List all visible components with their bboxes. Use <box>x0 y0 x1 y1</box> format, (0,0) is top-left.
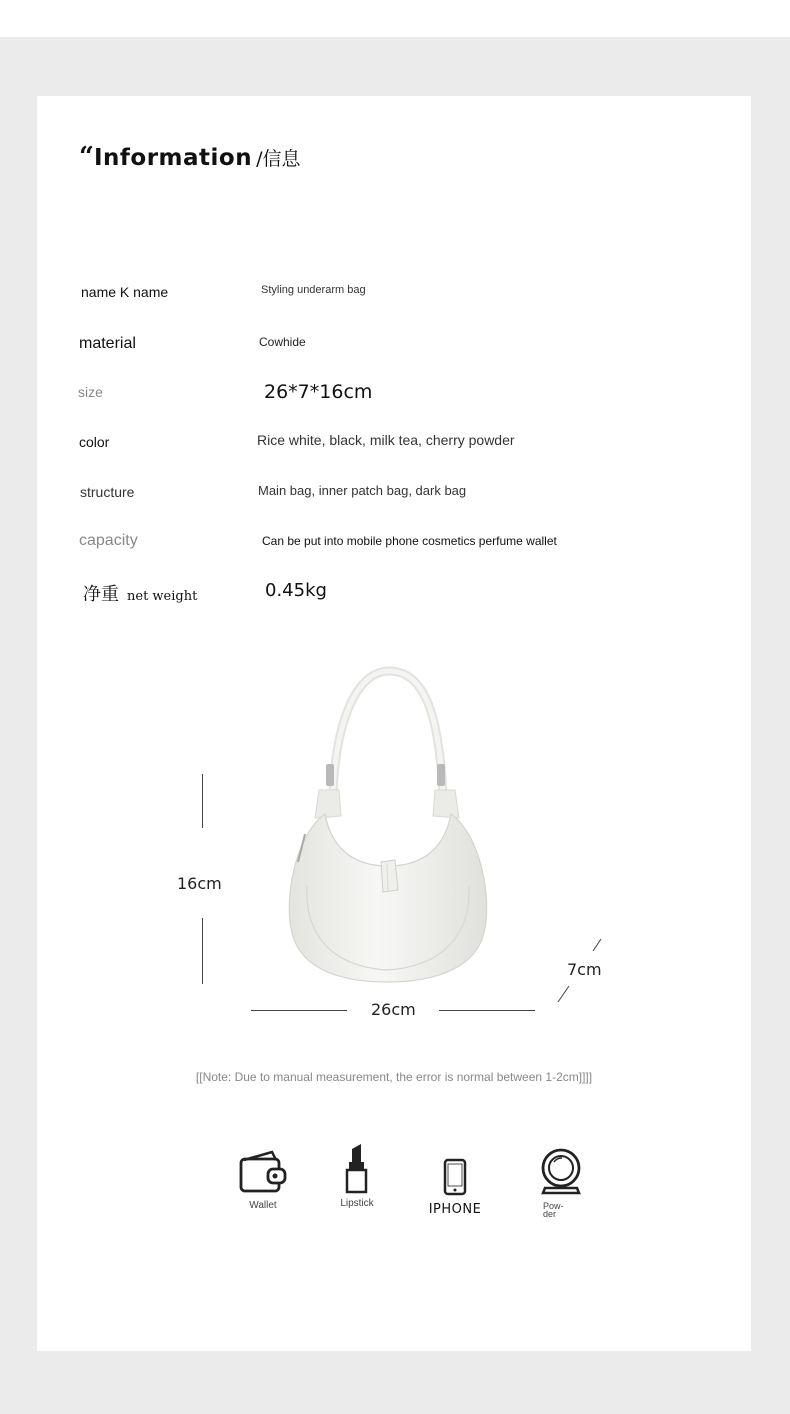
capacity-label-line1: Pow- <box>543 1201 564 1211</box>
wallet-icon <box>236 1146 290 1196</box>
spec-value: Can be put into mobile phone cosmetics perfume wallet <box>262 534 557 548</box>
section-title <box>79 144 301 174</box>
title-en: Information <box>93 145 253 171</box>
height-line-top <box>202 774 203 828</box>
depth-label: 7cm <box>567 960 602 979</box>
capacity-label-line2: der <box>543 1209 557 1219</box>
spec-row-weight <box>37 575 751 605</box>
measurement-note: [[Note: Due to manual measurement, the error is normal between 1-2cm]]]] <box>195 1070 593 1084</box>
height-line-bottom <box>202 918 203 984</box>
title-zh: /信息 <box>256 148 301 170</box>
lipstick-icon <box>342 1142 372 1194</box>
capacity-item-phone <box>420 1158 490 1217</box>
spec-row-capacity <box>37 525 751 555</box>
spec-value: Cowhide <box>259 335 306 349</box>
spec-row-size <box>37 376 751 406</box>
spec-label: name K name <box>81 284 169 300</box>
info-card <box>37 96 751 1351</box>
bag-illustration <box>285 666 515 996</box>
spec-row-color <box>37 426 751 456</box>
spec-row-material <box>37 327 751 357</box>
width-line-right <box>439 1010 535 1011</box>
spec-label: structure <box>80 484 135 500</box>
capacity-label: IPHONE <box>428 1202 482 1217</box>
capacity-label: Wallet <box>249 1200 277 1211</box>
spec-label-sub: net weight <box>127 589 198 604</box>
capacity-item-lipstick <box>327 1142 387 1209</box>
spec-value: Main bag, inner patch bag, dark bag <box>258 483 467 498</box>
quote-mark: “ <box>79 142 94 172</box>
spec-row-name <box>37 276 751 306</box>
spec-label: color <box>79 434 110 450</box>
powder-compact-icon <box>539 1148 583 1196</box>
width-label: 26cm <box>371 1000 416 1019</box>
spec-label: capacity <box>79 532 138 549</box>
spec-label: material <box>79 335 136 352</box>
height-label: 16cm <box>177 874 222 893</box>
phone-icon <box>443 1158 467 1196</box>
width-line-left <box>251 1010 347 1011</box>
top-bar <box>0 0 790 37</box>
capacity-item-wallet <box>233 1146 293 1211</box>
spec-value: Styling underarm bag <box>261 284 366 296</box>
spec-label <box>83 580 197 606</box>
spec-row-structure <box>37 476 751 506</box>
spec-label-zh: 净重 <box>83 584 119 605</box>
spec-label: size <box>78 384 103 400</box>
spec-value: Rice white, black, milk tea, cherry powder <box>257 432 515 448</box>
spec-value: 26*7*16cm <box>264 381 373 403</box>
spec-value: 0.45kg <box>265 580 327 601</box>
capacity-label: Lipstick <box>340 1198 374 1209</box>
capacity-label <box>533 1202 589 1218</box>
capacity-item-powder <box>533 1148 589 1218</box>
